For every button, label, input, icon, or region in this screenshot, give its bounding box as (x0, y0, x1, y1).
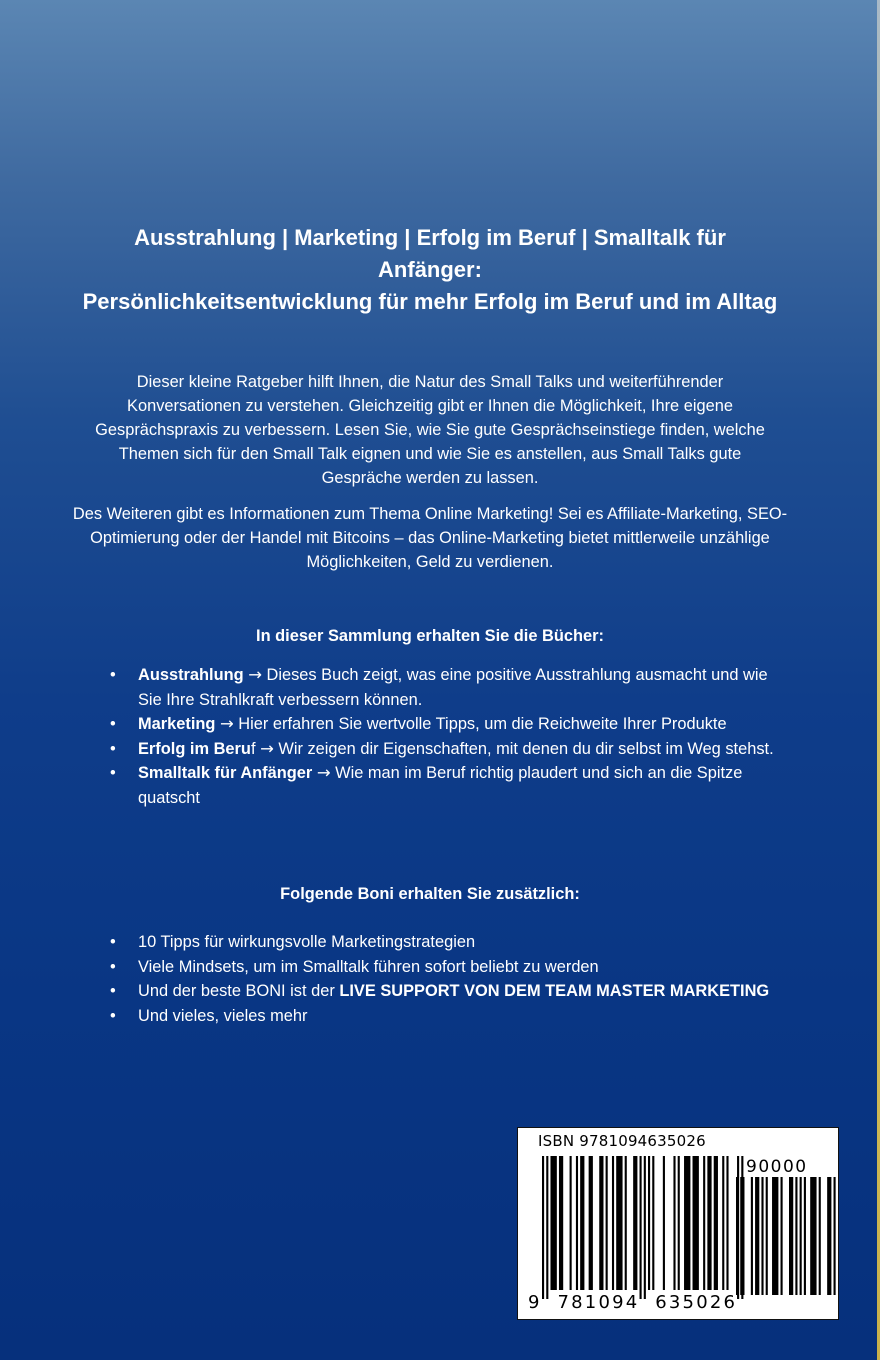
barcode-bar (714, 1156, 718, 1290)
bonus-text: Viele Mindsets, um im Smalltalk führen sofort beliebt zu werden (138, 957, 599, 976)
barcode-bar (707, 1156, 711, 1290)
boni-list (110, 930, 790, 1028)
arrow-right-icon: → (248, 665, 262, 684)
barcode-bar (606, 1156, 608, 1290)
addon-bar (800, 1177, 802, 1295)
barcode-bar (580, 1156, 584, 1290)
addon-bar (751, 1177, 753, 1295)
barcode-bar (612, 1156, 614, 1290)
barcode-bar (625, 1156, 627, 1290)
barcode-bar (693, 1156, 699, 1290)
barcode-bar (673, 1156, 675, 1290)
list-item (110, 712, 790, 737)
book-description: Dieses Buch zeigt, was eine positive Ausstrahlung ausmacht und wie Sie Ihre Strahlkraft verbessern können. (138, 666, 768, 709)
price-code: 90000 (746, 1157, 808, 1177)
addon-bar (834, 1177, 836, 1295)
bullet-icon: • (110, 764, 116, 782)
barcode-bar (684, 1156, 690, 1290)
barcode-bar (542, 1156, 544, 1299)
addon-bar (755, 1177, 759, 1295)
barcode-bar (616, 1156, 622, 1290)
barcode-bar (644, 1156, 646, 1299)
book-name: Erfolg im Beru (138, 739, 251, 758)
bonus-text: Und der beste BONI ist der (138, 982, 340, 1000)
bullet-icon: • (110, 957, 116, 976)
addon-bar (781, 1177, 783, 1295)
intro-paragraph-2: Des Weiteren gibt es Informationen zum Thema Online Marketing! Sei es Affiliate-Marketing, SEO-Optimierung oder der Handel mit Bitcoins – das Online-Marketing bietet mittlerweile unzählige Möglichkeiten, Geld zu verdienen. (72, 505, 788, 571)
arrow-right-icon: → (316, 763, 331, 782)
barcode-bar (550, 1156, 556, 1290)
barcode-bar (663, 1156, 665, 1290)
book-name: Ausstrahlung (138, 666, 244, 684)
list-item (110, 955, 790, 980)
barcode-bar (726, 1156, 728, 1290)
bullet-icon: • (110, 1006, 116, 1025)
addon-bar (827, 1177, 831, 1295)
book-description: Wir zeigen dir Eigenschaften, mit denen du dir selbst im Weg stehst. (273, 739, 774, 758)
list-item (110, 979, 790, 1004)
addon-bar (795, 1177, 797, 1295)
addon-bar (789, 1177, 793, 1295)
title-line-3: Persönlichkeitsentwicklung für mehr Erfolg im Beruf und im Alltag (82, 289, 778, 314)
addon-bar (736, 1177, 738, 1295)
book-name: Smalltalk für Anfänger (138, 764, 313, 782)
list-item (110, 1004, 790, 1029)
list-item (110, 663, 790, 712)
bullet-icon: • (110, 666, 116, 684)
barcode-bar (648, 1156, 650, 1290)
addon-bar (766, 1177, 768, 1295)
title-line-2: Anfänger: (378, 257, 482, 282)
boni-heading: Folgende Boni erhalten Sie zusätzlich: (280, 885, 580, 903)
addon-bar (772, 1177, 778, 1295)
barcode-bar (640, 1156, 642, 1299)
barcode-bar (570, 1156, 572, 1290)
barcode-bar (703, 1156, 705, 1290)
arrow-right-icon: → (219, 714, 234, 733)
bullet-icon: • (110, 982, 116, 1000)
bonus-text: Und vieles, vieles mehr (138, 1006, 308, 1025)
barcode-bar (559, 1156, 563, 1290)
barcode-bar (652, 1156, 654, 1290)
book-description: Wie man im Beruf richtig plaudert und sich an die Spitze quatscht (138, 764, 743, 807)
bonus-emphasis: LIVE SUPPORT VON DEM TEAM MASTER MARKETING (339, 982, 770, 1000)
list-item (110, 737, 790, 762)
barcode-bar (599, 1156, 603, 1290)
bullet-icon: • (110, 739, 116, 758)
barcode-bar (678, 1156, 680, 1290)
ean-digits: 9 781094 635026 (528, 1292, 738, 1313)
isbn-barcode (517, 1127, 839, 1320)
addon-bar (810, 1177, 816, 1295)
barcode-bar (722, 1156, 724, 1290)
intro-paragraph-1: Dieser kleine Ratgeber hilft Ihnen, die Natur des Small Talks und weiterführender Konversationen zu verstehen. Gleichzeitig gibt er Ihnen die Möglichkeit, Ihre eigene Gesprächspraxis zu verbessern. Lesen Sie, wie Sie gute Gesprächseinstiege finden, welche Themen sich für den Small Talk eignen und wie Sie es anstellen, aus Small Talks gute Gespräche werden zu lassen. (95, 373, 765, 487)
books-list (110, 663, 790, 810)
addon-bar (761, 1177, 763, 1295)
barcode-bar (546, 1156, 548, 1299)
bullet-icon: • (110, 715, 116, 733)
title-line-1: Ausstrahlung | Marketing | Erfolg im Beruf | Smalltalk für (134, 225, 726, 250)
books-heading: In dieser Sammlung erhalten Sie die Bücher: (256, 627, 604, 645)
barcode-bar (576, 1156, 578, 1290)
book-description: Hier erfahren Sie wertvolle Tipps, um die Reichweite Ihrer Produkte (233, 715, 727, 733)
arrow-right-icon: → (260, 738, 274, 758)
book-name: Marketing (138, 715, 216, 733)
book-name-suffix: f (250, 739, 256, 758)
addon-bar (740, 1177, 744, 1295)
barcode-bar (633, 1156, 637, 1290)
isbn-label: ISBN 9781094635026 (538, 1132, 706, 1150)
bonus-text: 10 Tipps für wirkungsvolle Marketingstrategien (138, 933, 476, 951)
addon-bar (804, 1177, 806, 1295)
list-item (110, 930, 790, 955)
barcode-bar (589, 1156, 593, 1290)
book-title (60, 222, 800, 318)
bullet-icon: • (110, 933, 116, 951)
addon-bar (819, 1177, 821, 1295)
list-item (110, 761, 790, 810)
